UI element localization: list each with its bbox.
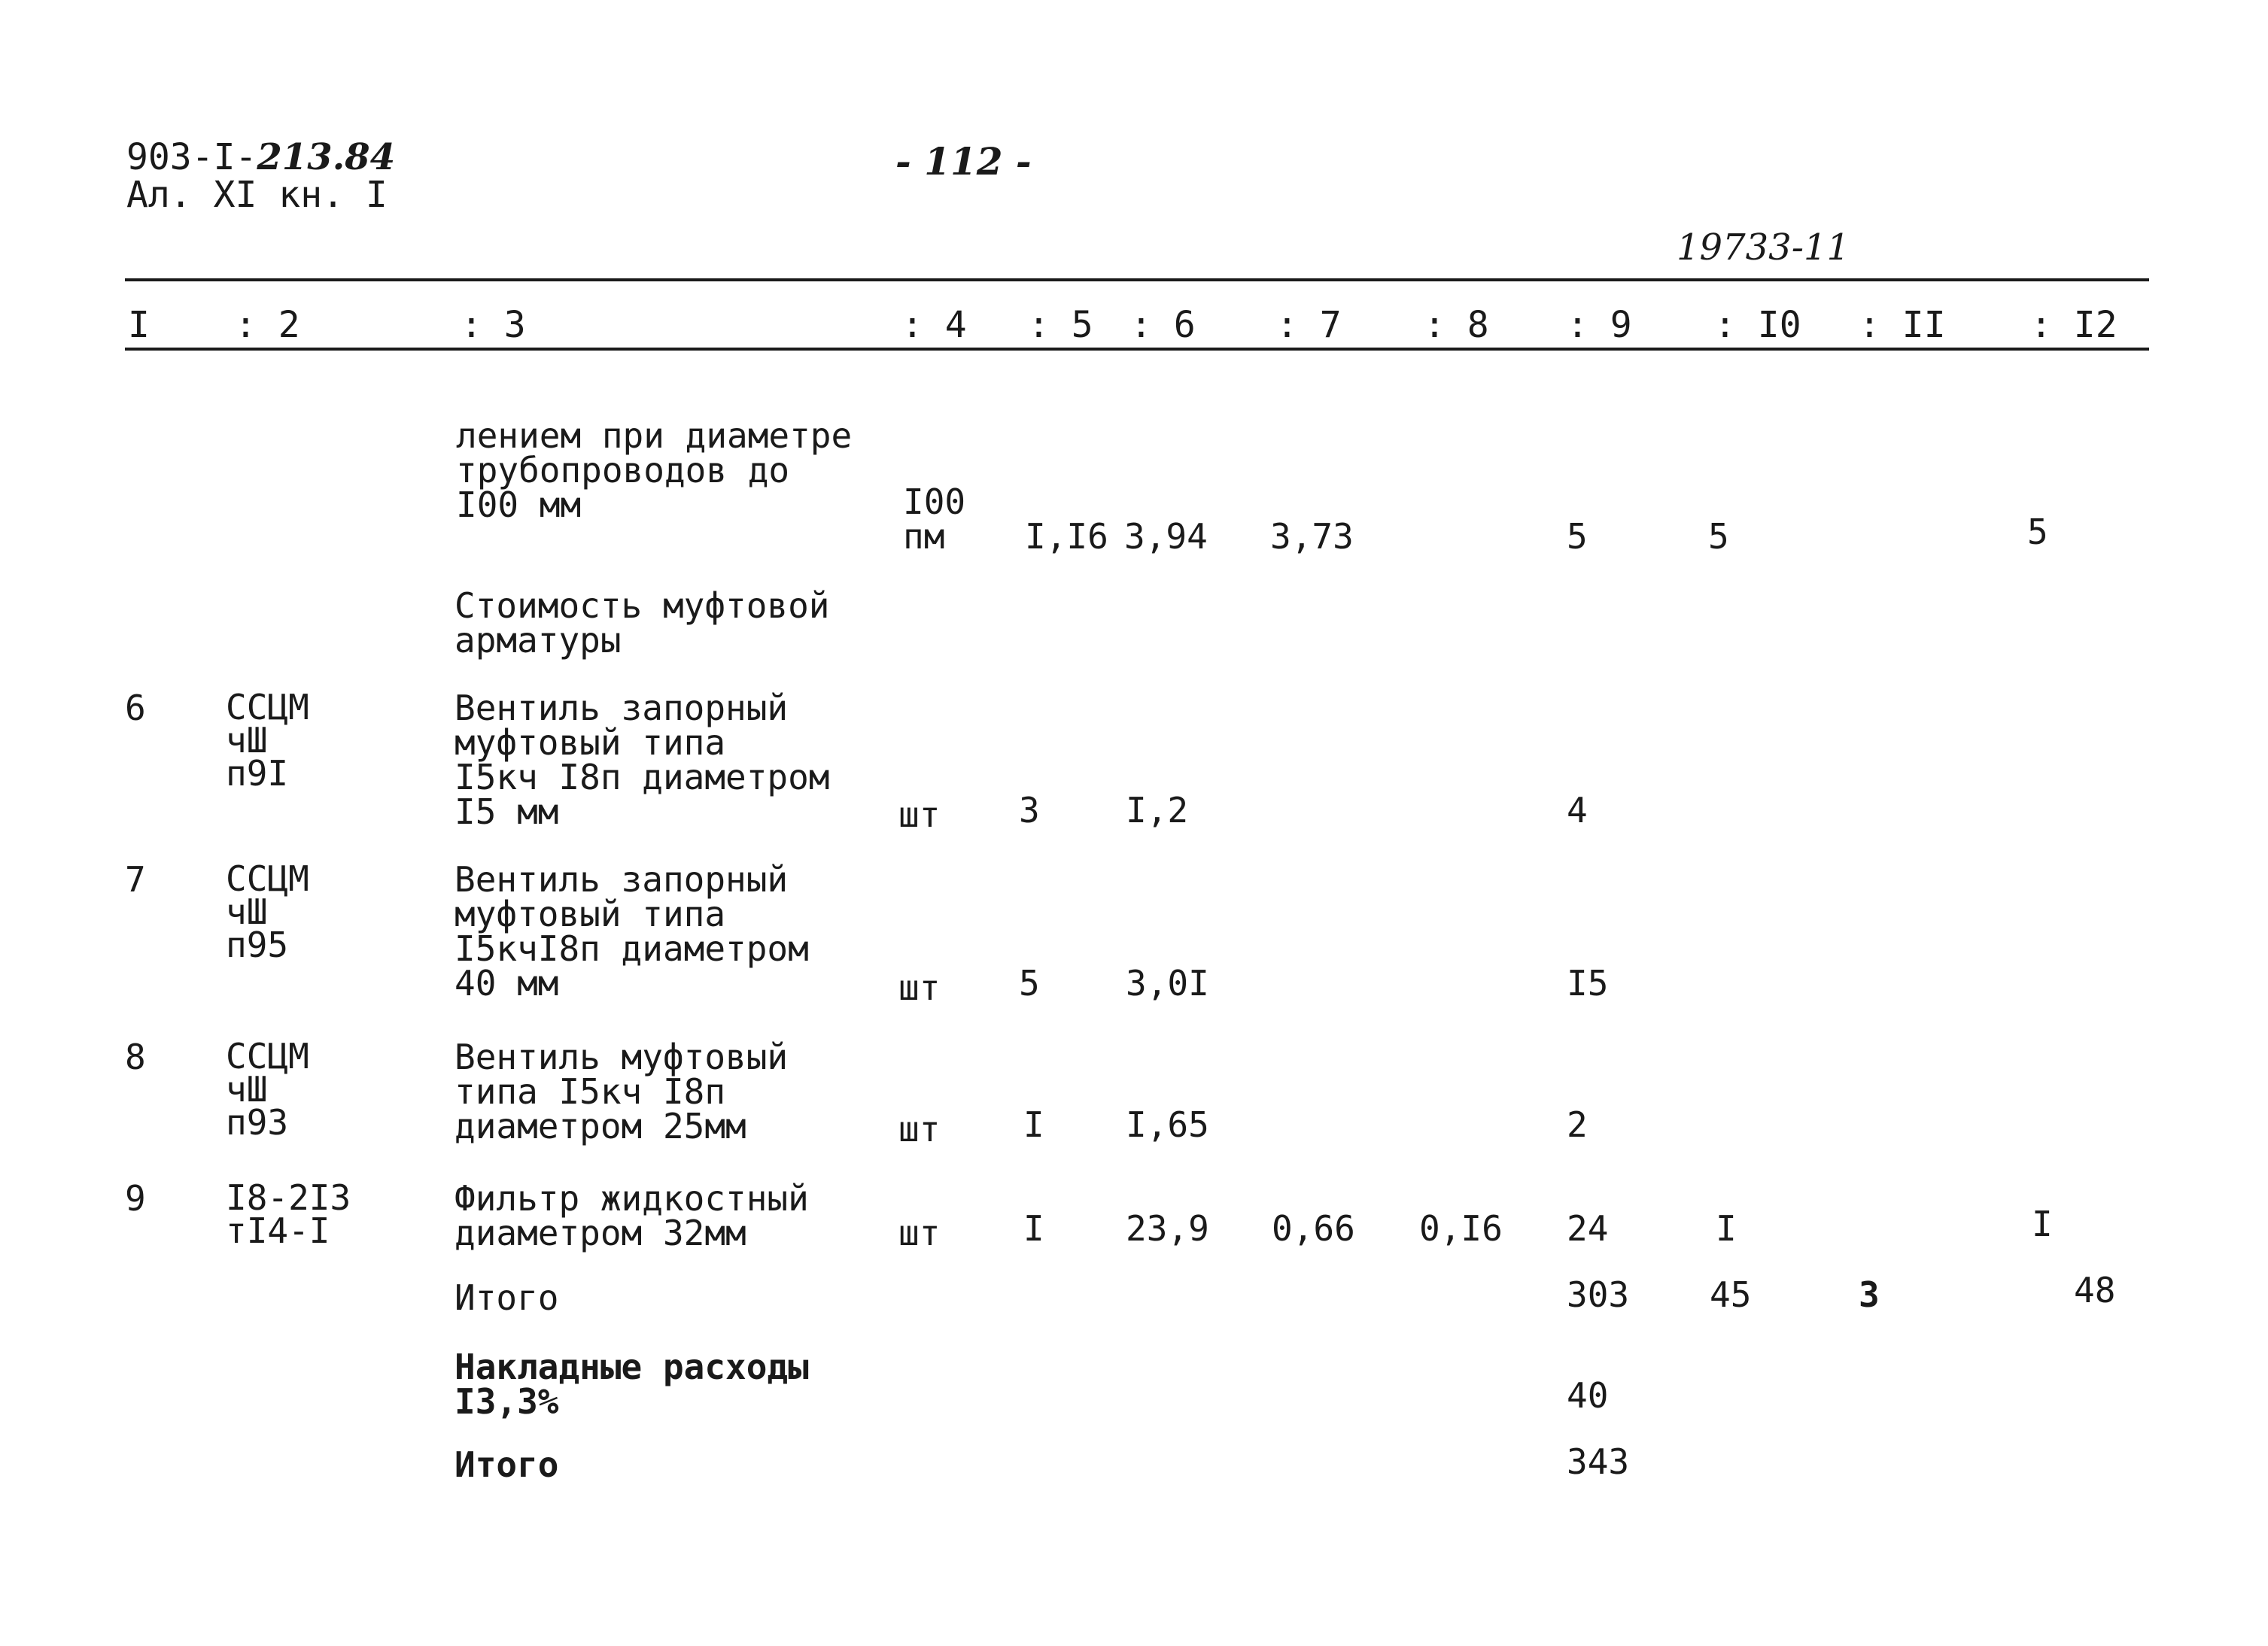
row-4-code: ССЦМ чШ п93 [226,1036,309,1143]
row-0-col9: 5 [1567,516,1588,557]
subtotal-label: Итого [455,1277,559,1318]
row-4-desc: Вентиль муфтовый типа I5кч I8п диаметром 25мм [455,1037,789,1146]
subtotal-col10: 45 [1710,1274,1752,1315]
col-header-7: : 7 [1276,304,1342,346]
overhead-col9: 40 [1567,1375,1609,1416]
row-3-unit: шт [898,967,941,1008]
row-2-desc: Вентиль запорный муфтовый типа I5кч I8п диаметром I5 мм [455,688,830,832]
row-4-price: I,65 [1126,1104,1209,1145]
row-0-qty: I,I6 [1025,516,1108,557]
row-2-code: ССЦМ чШ п9I [226,687,309,794]
row-5-col8: 0,I6 [1419,1208,1503,1249]
row-0-desc: лением при диаметре трубопроводов до I00 мм [456,415,853,525]
row-3-no: 7 [125,859,146,900]
subtotal-col11: 3 [1859,1274,1880,1315]
album-reference: Ал. XI кн. I [126,174,388,216]
col-header-6: : 6 [1130,304,1196,346]
overhead-label: Накладные расходы I3,3% [455,1347,809,1422]
col-header-3: : 3 [461,304,526,346]
row-5-no: 9 [125,1178,146,1219]
row-4-no: 8 [125,1037,146,1077]
col-header-4: : 4 [901,304,967,346]
subtotal-col9: 303 [1567,1274,1630,1315]
row-5-col7: 0,66 [1272,1208,1355,1249]
row-2-price: I,2 [1126,790,1189,831]
col-header-2: : 2 [235,304,300,346]
row-2-qty: 3 [1019,790,1040,831]
row-5-col10: I [1716,1208,1737,1249]
row-0-price: 3,94 [1124,516,1208,557]
row-3-col9: I5 [1567,963,1609,1004]
row-5-col12: I [2032,1204,2053,1244]
page-number: - 112 - [895,139,1032,184]
row-0-col7: 3,73 [1270,516,1354,557]
col-header-12: : I2 [2030,304,2118,346]
row-0-col10: 5 [1708,516,1729,557]
row-2-unit: шт [898,794,941,835]
col-header-11: : II [1859,304,1946,346]
row-3-desc: Вентиль запорный муфтовый типа I5кчI8п диаметром 40 мм [455,859,809,1004]
inventory-number: 19733-11 [1677,226,1850,269]
row-4-unit: шт [898,1109,941,1149]
row-4-qty: I [1023,1104,1044,1145]
document-code-prefix: 903-I- [126,136,257,178]
row-5-code: I8-2I3 тI4-I [226,1177,351,1251]
col-header-1: I [128,304,150,346]
col-header-8: : 8 [1424,304,1489,346]
row-3-qty: 5 [1019,963,1040,1004]
col-header-10: : I0 [1714,304,1801,346]
row-4-col9: 2 [1567,1104,1588,1145]
row-0-unit: I00 пм [903,481,966,557]
row-5-desc: Фильтр жидкостный диаметром 32мм [455,1178,809,1253]
total-col9: 343 [1567,1441,1630,1482]
row-1-desc: Стоимость муфтовой арматуры [455,585,830,661]
col-header-9: : 9 [1567,304,1632,346]
row-0-col12: 5 [2027,512,2048,552]
row-2-col9: 4 [1567,790,1588,831]
total-label: Итого [455,1444,559,1485]
row-2-no: 6 [125,688,146,728]
row-3-price: 3,0I [1126,963,1209,1004]
row-5-price: 23,9 [1126,1208,1209,1249]
row-5-qty: I [1023,1208,1044,1249]
document-code [126,136,396,178]
col-header-5: : 5 [1028,304,1093,346]
table-top-rule [125,278,2149,281]
row-5-col9: 24 [1567,1208,1609,1249]
subtotal-col12: 48 [2074,1270,2116,1310]
row-3-code: ССЦМ чШ п95 [226,858,309,965]
column-header-underline [125,348,2149,351]
document-code-handwritten: 213.84 [257,136,396,178]
row-5-unit: шт [898,1213,941,1253]
